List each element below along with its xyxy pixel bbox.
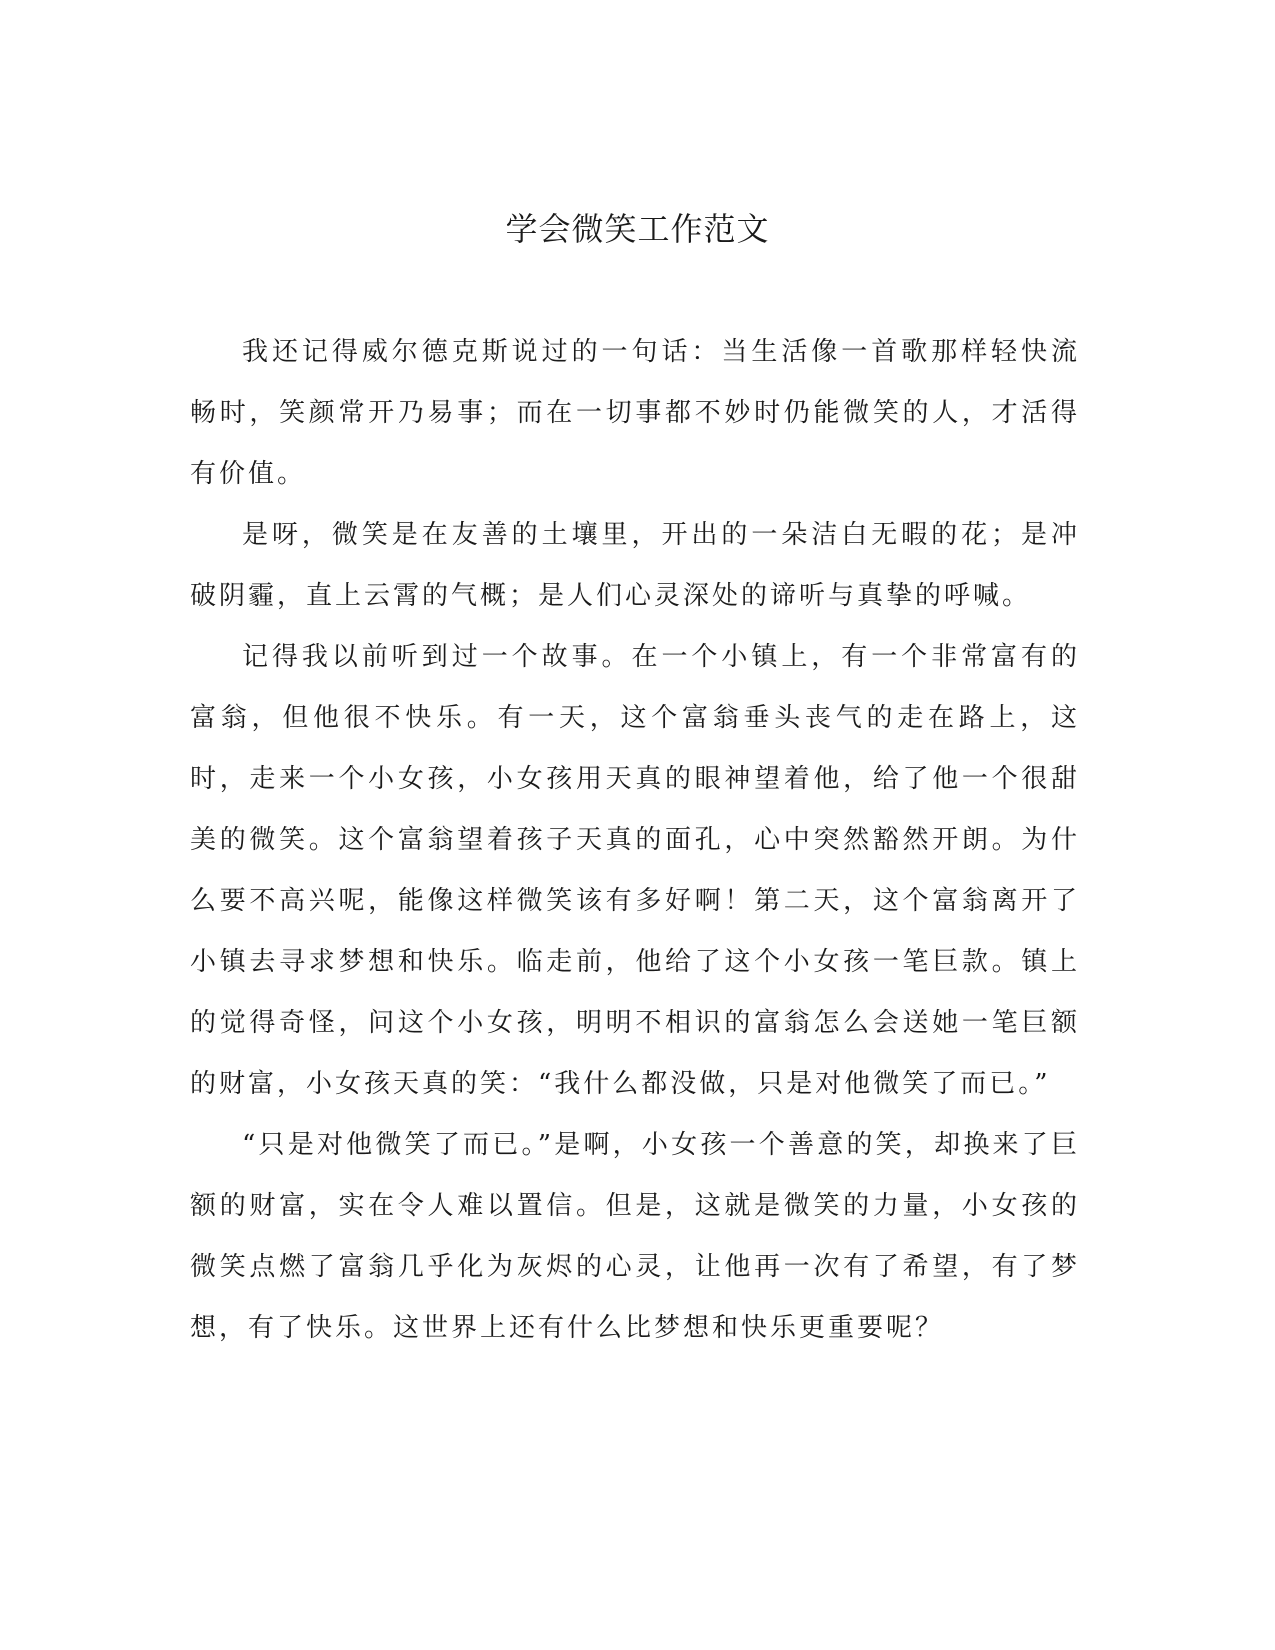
document-body [190, 322, 1080, 1359]
document-title: 学会微笑工作范文 [505, 210, 770, 248]
paragraph-conclusion: “只是对他微笑了而已。”是啊，小女孩一个善意的笑，却换来了巨额的财富，实在令人难以置信。但是，这就是微笑的力量，小女孩的微笑点燃了富翁几乎化为灰烬的心灵，让他再一次有了希望，有了梦想，有了快乐。这世界上还有什么比梦想和快乐更重要呢？ [190, 1130, 1080, 1343]
paragraph-quote: 我还记得威尔德克斯说过的一句话：当生活像一首歌那样轻快流畅时，笑颜常开乃易事；而在一切事都不妙时仍能微笑的人，才活得有价值。 [190, 337, 1080, 489]
paragraph-smile-metaphor: 是呀，微笑是在友善的土壤里，开出的一朵洁白无暇的花；是冲破阴霾，直上云霄的气概；是人们心灵深处的谛听与真挚的呼喊。 [190, 520, 1080, 611]
paragraph-story: 记得我以前听到过一个故事。在一个小镇上，有一个非常富有的富翁，但他很不快乐。有一天，这个富翁垂头丧气的走在路上，这时，走来一个小女孩，小女孩用天真的眼神望着他，给了他一个很甜美的微笑。这个富翁望着孩子天真的面孔，心中突然豁然开朗。为什么要不高兴呢，能像这样微笑该有多好啊！第二天，这个富翁离开了小镇去寻求梦想和快乐。临走前，他给了这个小女孩一笔巨款。镇上的觉得奇怪，问这个小女孩，明明不相识的富翁怎么会送她一笔巨额的财富，小女孩天真的笑：“我什么都没做，只是对他微笑了而已。” [190, 642, 1080, 1099]
